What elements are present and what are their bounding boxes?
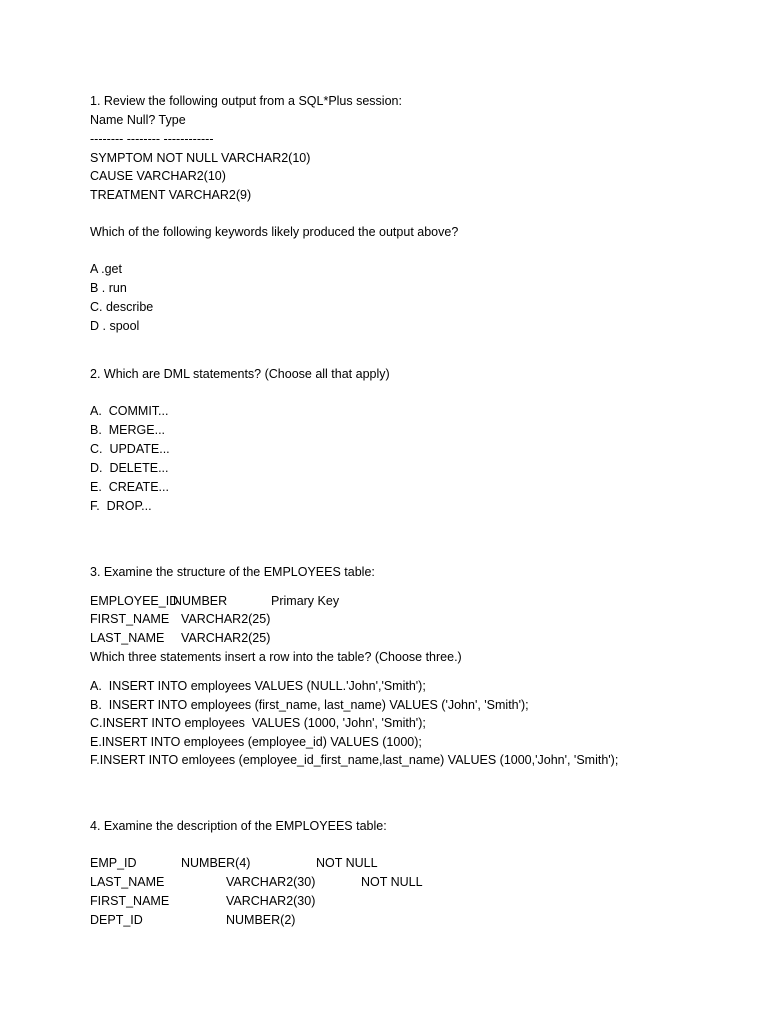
q4-table-col: LAST_NAME bbox=[90, 875, 165, 889]
q1-output-header: Name Null? Type bbox=[90, 113, 186, 127]
q3-question: Which three statements insert a row into the table? (Choose three.) bbox=[90, 650, 462, 664]
q4-table-col: FIRST_NAME bbox=[90, 894, 170, 908]
q3-table-type: VARCHAR2(25) bbox=[181, 631, 271, 645]
q3-table-type: VARCHAR2(25) bbox=[181, 612, 271, 626]
q1-option-a: A .get bbox=[90, 262, 122, 276]
q4-table-type: NUMBER(2) bbox=[226, 913, 296, 927]
q3-table-col: EMPLOYEE_ID bbox=[90, 594, 179, 608]
q1-question: Which of the following keywords likely produced the output above? bbox=[90, 225, 459, 239]
q1-output-row: SYMPTOM NOT NULL VARCHAR2(10) bbox=[90, 151, 311, 165]
q1-option-b: B . run bbox=[90, 281, 127, 295]
q2-option-b: B. MERGE... bbox=[90, 423, 166, 437]
q2-option-a: A. COMMIT... bbox=[90, 404, 169, 418]
q3-option-e: E.INSERT INTO employees (employee_id) VALUES (1000); bbox=[90, 735, 422, 749]
q3-option-c: C.INSERT INTO employees VALUES (1000, 'John', 'Smith'); bbox=[90, 716, 426, 730]
q3-option-b: B. INSERT INTO employees (first_name, last_name) VALUES ('John', 'Smith'); bbox=[90, 698, 529, 712]
q1-output-row: TREATMENT VARCHAR2(9) bbox=[90, 188, 252, 202]
q2-option-d: D. DELETE... bbox=[90, 461, 169, 475]
q2-title: 2. Which are DML statements? (Choose all that apply) bbox=[90, 367, 390, 381]
q3-option-f: F.INSERT INTO emloyees (employee_id_first_name,last_name) VALUES (1000,'John', 'Smith'); bbox=[90, 753, 619, 767]
q4-table-extra: NOT NULL bbox=[361, 875, 423, 889]
q4-title: 4. Examine the description of the EMPLOYEES table: bbox=[90, 819, 387, 833]
q1-option-d: D . spool bbox=[90, 319, 140, 333]
q2-option-f: F. DROP... bbox=[90, 499, 152, 513]
q4-table-col: DEPT_ID bbox=[90, 913, 143, 927]
q3-table-type: NUMBER bbox=[173, 594, 228, 608]
q3-table-col: LAST_NAME bbox=[90, 631, 165, 645]
q3-title: 3. Examine the structure of the EMPLOYEES table: bbox=[90, 565, 375, 579]
q3-option-a: A. INSERT INTO employees VALUES (NULL.'John','Smith'); bbox=[90, 679, 426, 693]
q4-table-type: NUMBER(4) bbox=[181, 856, 251, 870]
q3-table-col: FIRST_NAME bbox=[90, 612, 170, 626]
q1-title: 1. Review the following output from a SQL*Plus session: bbox=[90, 94, 402, 108]
q1-output-row: CAUSE VARCHAR2(10) bbox=[90, 169, 226, 183]
q4-table-extra: NOT NULL bbox=[316, 856, 378, 870]
q3-table-extra: Primary Key bbox=[271, 594, 340, 608]
q4-table-type: VARCHAR2(30) bbox=[226, 894, 316, 908]
q2-option-c: C. UPDATE... bbox=[90, 442, 170, 456]
q4-table-col: EMP_ID bbox=[90, 856, 137, 870]
q1-output-dashes: -------- -------- ------------ bbox=[90, 132, 214, 146]
q4-table-type: VARCHAR2(30) bbox=[226, 875, 316, 889]
q1-option-c: C. describe bbox=[90, 300, 154, 314]
q2-option-e: E. CREATE... bbox=[90, 480, 169, 494]
